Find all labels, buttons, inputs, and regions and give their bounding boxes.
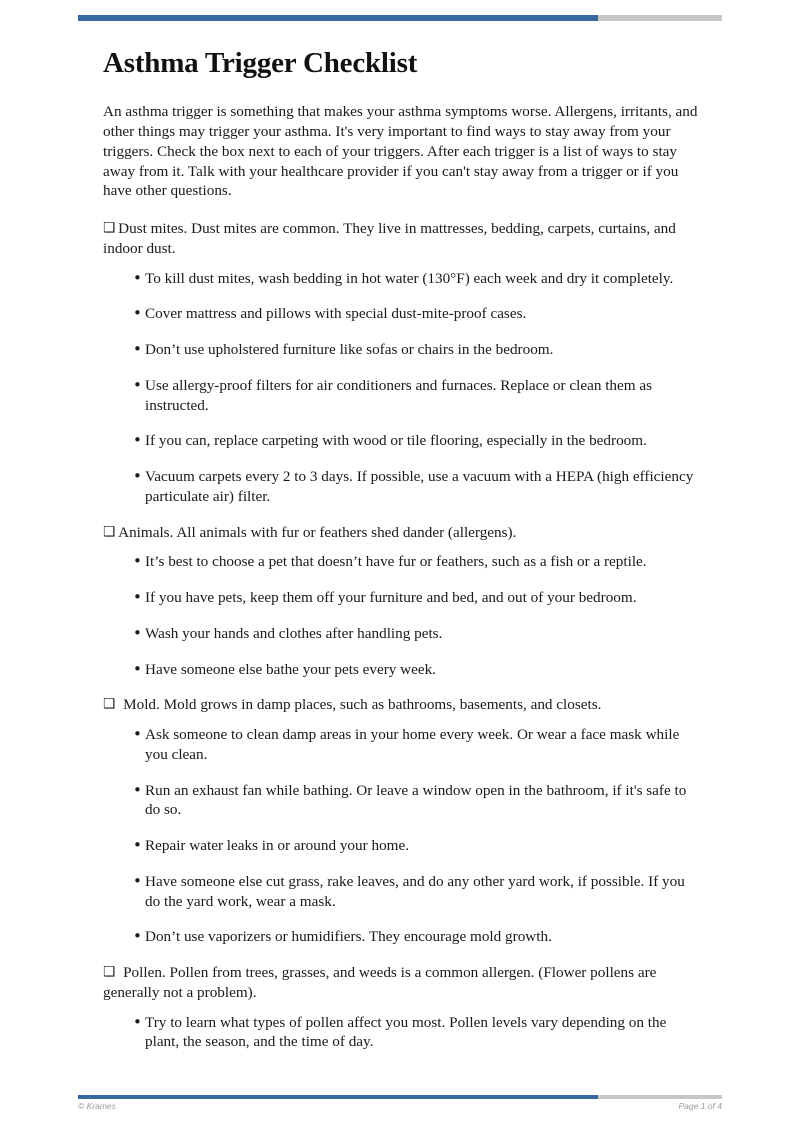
list-item: [103, 467, 700, 507]
checkbox-empty-icon[interactable]: ❑: [103, 696, 116, 713]
list-item: [103, 781, 700, 821]
bullet-icon: •: [133, 552, 142, 571]
checkbox-empty-icon[interactable]: ❑: [103, 220, 116, 237]
list-item-text: To kill dust mites, wash bedding in hot water (130°F) each week and dry it completely.: [145, 269, 674, 287]
list-item-text: If you can, replace carpeting with wood or tile flooring, especially in the bedroom.: [145, 432, 647, 450]
list-item-text: Don’t use upholstered furniture like sofas or chairs in the bedroom.: [145, 341, 554, 359]
list-item: [103, 660, 700, 680]
trigger-heading-text: Animals. All animals with fur or feathers shed dander (allergens).: [118, 523, 517, 541]
list-item-text: Don’t use vaporizers or humidifiers. They encourage mold growth.: [145, 928, 552, 946]
footer-divider-rule: [78, 1095, 722, 1099]
trigger-checkbox-row[interactable]: [103, 523, 700, 543]
trigger-section: [103, 523, 700, 680]
list-item: [103, 836, 700, 856]
footer-copyright: © Krames: [78, 1101, 116, 1111]
trigger-sections: [103, 219, 700, 1052]
bullet-icon: •: [133, 467, 142, 486]
trigger-section: [103, 219, 700, 507]
trigger-heading-text: Pollen. Pollen from trees, grasses, and weeds is a common allergen. (Flower pollens are generally not a problem).: [103, 964, 657, 1001]
trigger-checkbox-row[interactable]: [103, 695, 700, 715]
checkbox-empty-icon[interactable]: ❑: [103, 523, 116, 540]
bullet-icon: •: [133, 780, 142, 799]
tips-list: [103, 552, 700, 679]
header-divider-rule: [78, 15, 722, 21]
list-item-text: Repair water leaks in or around your home.: [145, 837, 410, 855]
tips-list: [103, 1013, 700, 1053]
page-footer: [78, 1101, 722, 1111]
list-item-text: Try to learn what types of pollen affect you most. Pollen levels vary depending on the plant, the season, and the time of day.: [145, 1013, 667, 1051]
checkbox-empty-icon[interactable]: ❑: [103, 964, 116, 981]
bullet-icon: •: [133, 659, 142, 678]
list-item-text: Run an exhaust fan while bathing. Or leave a window open in the bathroom, if it's safe to do so.: [145, 781, 687, 819]
trigger-heading-text: Mold. Mold grows in damp places, such as bathrooms, basements, and closets.: [123, 696, 602, 714]
bullet-icon: •: [133, 588, 142, 607]
list-item-text: It’s best to choose a pet that doesn’t have fur or feathers, such as a fish or a reptile.: [145, 553, 647, 571]
list-item-text: If you have pets, keep them off your furniture and bed, and out of your bedroom.: [145, 589, 637, 607]
list-item-text: Ask someone to clean damp areas in your home every week. Or wear a face mask while you clean.: [145, 726, 680, 763]
trigger-heading-text: Dust mites. Dust mites are common. They live in mattresses, bedding, carpets, curtains, and indoor dust.: [103, 220, 676, 257]
list-item-text: Use allergy-proof filters for air conditioners and furnaces. Replace or clean them as instructed.: [145, 376, 653, 414]
footer-rule-gray-segment: [598, 1095, 722, 1099]
bullet-icon: •: [133, 375, 142, 394]
list-item: [103, 552, 700, 572]
bullet-icon: •: [133, 268, 142, 287]
header-rule-blue-segment: [78, 15, 598, 21]
list-item: [103, 927, 700, 947]
list-item: [103, 376, 700, 416]
footer-rule-blue-segment: [78, 1095, 598, 1099]
list-item-text: Cover mattress and pillows with special dust-mite-proof cases.: [145, 305, 527, 323]
list-item: [103, 872, 700, 912]
intro-paragraph: An asthma trigger is something that makes your asthma symptoms worse. Allergens, irritants, and other things may trigger your asthma. It's very important to find ways to stay away from your triggers. Check the box next to each of your triggers. After each trigger is a list of ways to stay away from it. Talk with your healthcare provider if you can't stay away from a trigger or if you have other questions.: [103, 103, 698, 200]
bullet-icon: •: [133, 836, 142, 855]
list-item: [103, 624, 700, 644]
trigger-section: [103, 695, 700, 947]
trigger-section: [103, 963, 700, 1052]
trigger-checkbox-row[interactable]: [103, 219, 700, 259]
trigger-checkbox-row[interactable]: [103, 963, 700, 1003]
bullet-icon: •: [133, 304, 142, 323]
list-item: [103, 431, 700, 451]
footer-page-number: Page 1 of 4: [678, 1101, 722, 1111]
page-title: Asthma Trigger Checklist: [103, 47, 418, 79]
header-rule-gray-segment: [598, 15, 722, 21]
list-item-text: Vacuum carpets every 2 to 3 days. If possible, use a vacuum with a HEPA (high efficiency particulate air) filter.: [145, 468, 694, 505]
list-item: [103, 269, 700, 289]
bullet-icon: •: [133, 927, 142, 946]
bullet-icon: •: [133, 623, 142, 642]
list-item: [103, 304, 700, 324]
list-item: [103, 725, 700, 765]
bullet-icon: •: [133, 340, 142, 359]
tips-list: [103, 725, 700, 947]
list-item-text: Wash your hands and clothes after handling pets.: [145, 624, 443, 642]
bullet-icon: •: [133, 431, 142, 450]
list-item-text: Have someone else cut grass, rake leaves, and do any other yard work, if possible. If you do the yard work, wear a mask.: [145, 872, 685, 910]
list-item: [103, 588, 700, 608]
bullet-icon: •: [133, 871, 142, 890]
list-item: [103, 1013, 700, 1053]
list-item-text: Have someone else bathe your pets every week.: [145, 660, 436, 678]
bullet-icon: •: [133, 725, 142, 744]
list-item: [103, 340, 700, 360]
tips-list: [103, 269, 700, 507]
document-content: [103, 47, 700, 1068]
bullet-icon: •: [133, 1012, 142, 1031]
